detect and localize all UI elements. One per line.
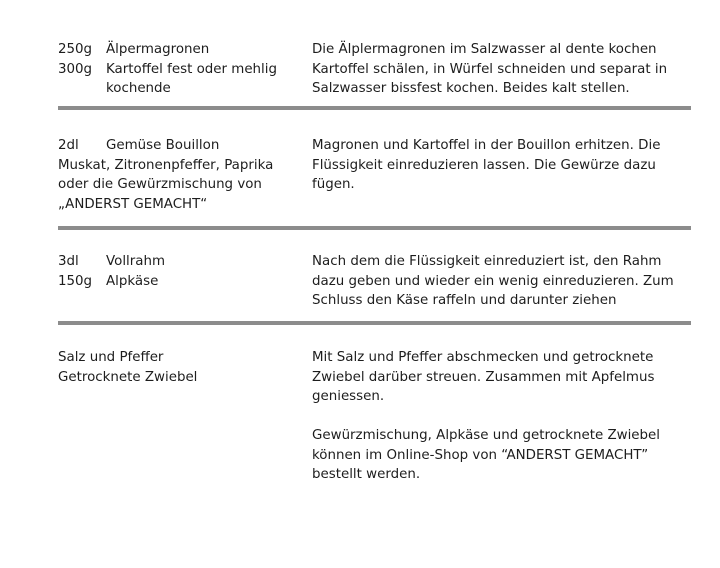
section-divider [58,226,691,230]
ingredient-list [58,40,288,99]
ingredient-list [58,348,288,387]
ingredient-name: Vollrahm [106,254,165,269]
ingredient-row [58,252,288,272]
ingredient-row [58,136,288,156]
instruction-text: Mit Salz und Pfeffer abschmecken und getrocknete Zwiebel darüber streuen. Zusammen mit Apfelmus geniessen. [312,350,655,404]
shop-note: Gewürzmischung, Alpkäse und getrocknete Zwiebel können im Online-Shop von “ANDERST GEMACHT” bestellt werden. [312,428,660,482]
ingredient-name: Älpermagronen [106,42,210,57]
instruction-block [312,348,690,485]
ingredient-name: Kartoffel fest oder mehlig kochende [106,61,277,96]
ingredient-quantity: 3dl [58,254,79,269]
ingredient-line: Salz und Pfeffer [58,350,164,365]
ingredient-list [58,136,288,214]
ingredient-quantity: 300g [58,61,93,77]
instruction-text: Nach dem die Flüssigkeit einreduziert ist, den Rahm dazu geben und wieder ein wenig einreduzieren. Zum Schluss den Käse raffeln und darunter ziehen [312,254,674,308]
ingredient-quantity: 250g [58,42,93,57]
ingredient-list [58,252,288,291]
section-divider [58,321,691,325]
ingredient-row [58,40,288,60]
ingredient-line: Getrocknete Zwiebel [58,369,198,385]
section-divider [58,106,691,110]
ingredient-row [58,60,288,99]
instruction-text: Die Älplermagronen im Salzwasser al dente kochen Kartoffel schälen, in Würfel schneiden und separat in Salzwasser bissfest kochen. Beides kalt stellen. [312,42,668,96]
ingredient-row [58,272,288,292]
seasoning-text: Muskat, Zitronenpfeffer, Paprika oder die Gewürzmischung von „ANDERST GEMACHT“ [58,157,274,212]
ingredient-name: Alpkäse [106,273,159,289]
instruction-text: Magronen und Kartoffel in der Bouillon erhitzen. Die Flüssigkeit einreduzieren lassen. Die Gewürze dazu fügen. [312,138,661,192]
ingredient-name: Gemüse Bouillon [106,138,220,153]
ingredient-quantity: 2dl [58,138,79,153]
ingredient-quantity: 150g [58,273,93,289]
